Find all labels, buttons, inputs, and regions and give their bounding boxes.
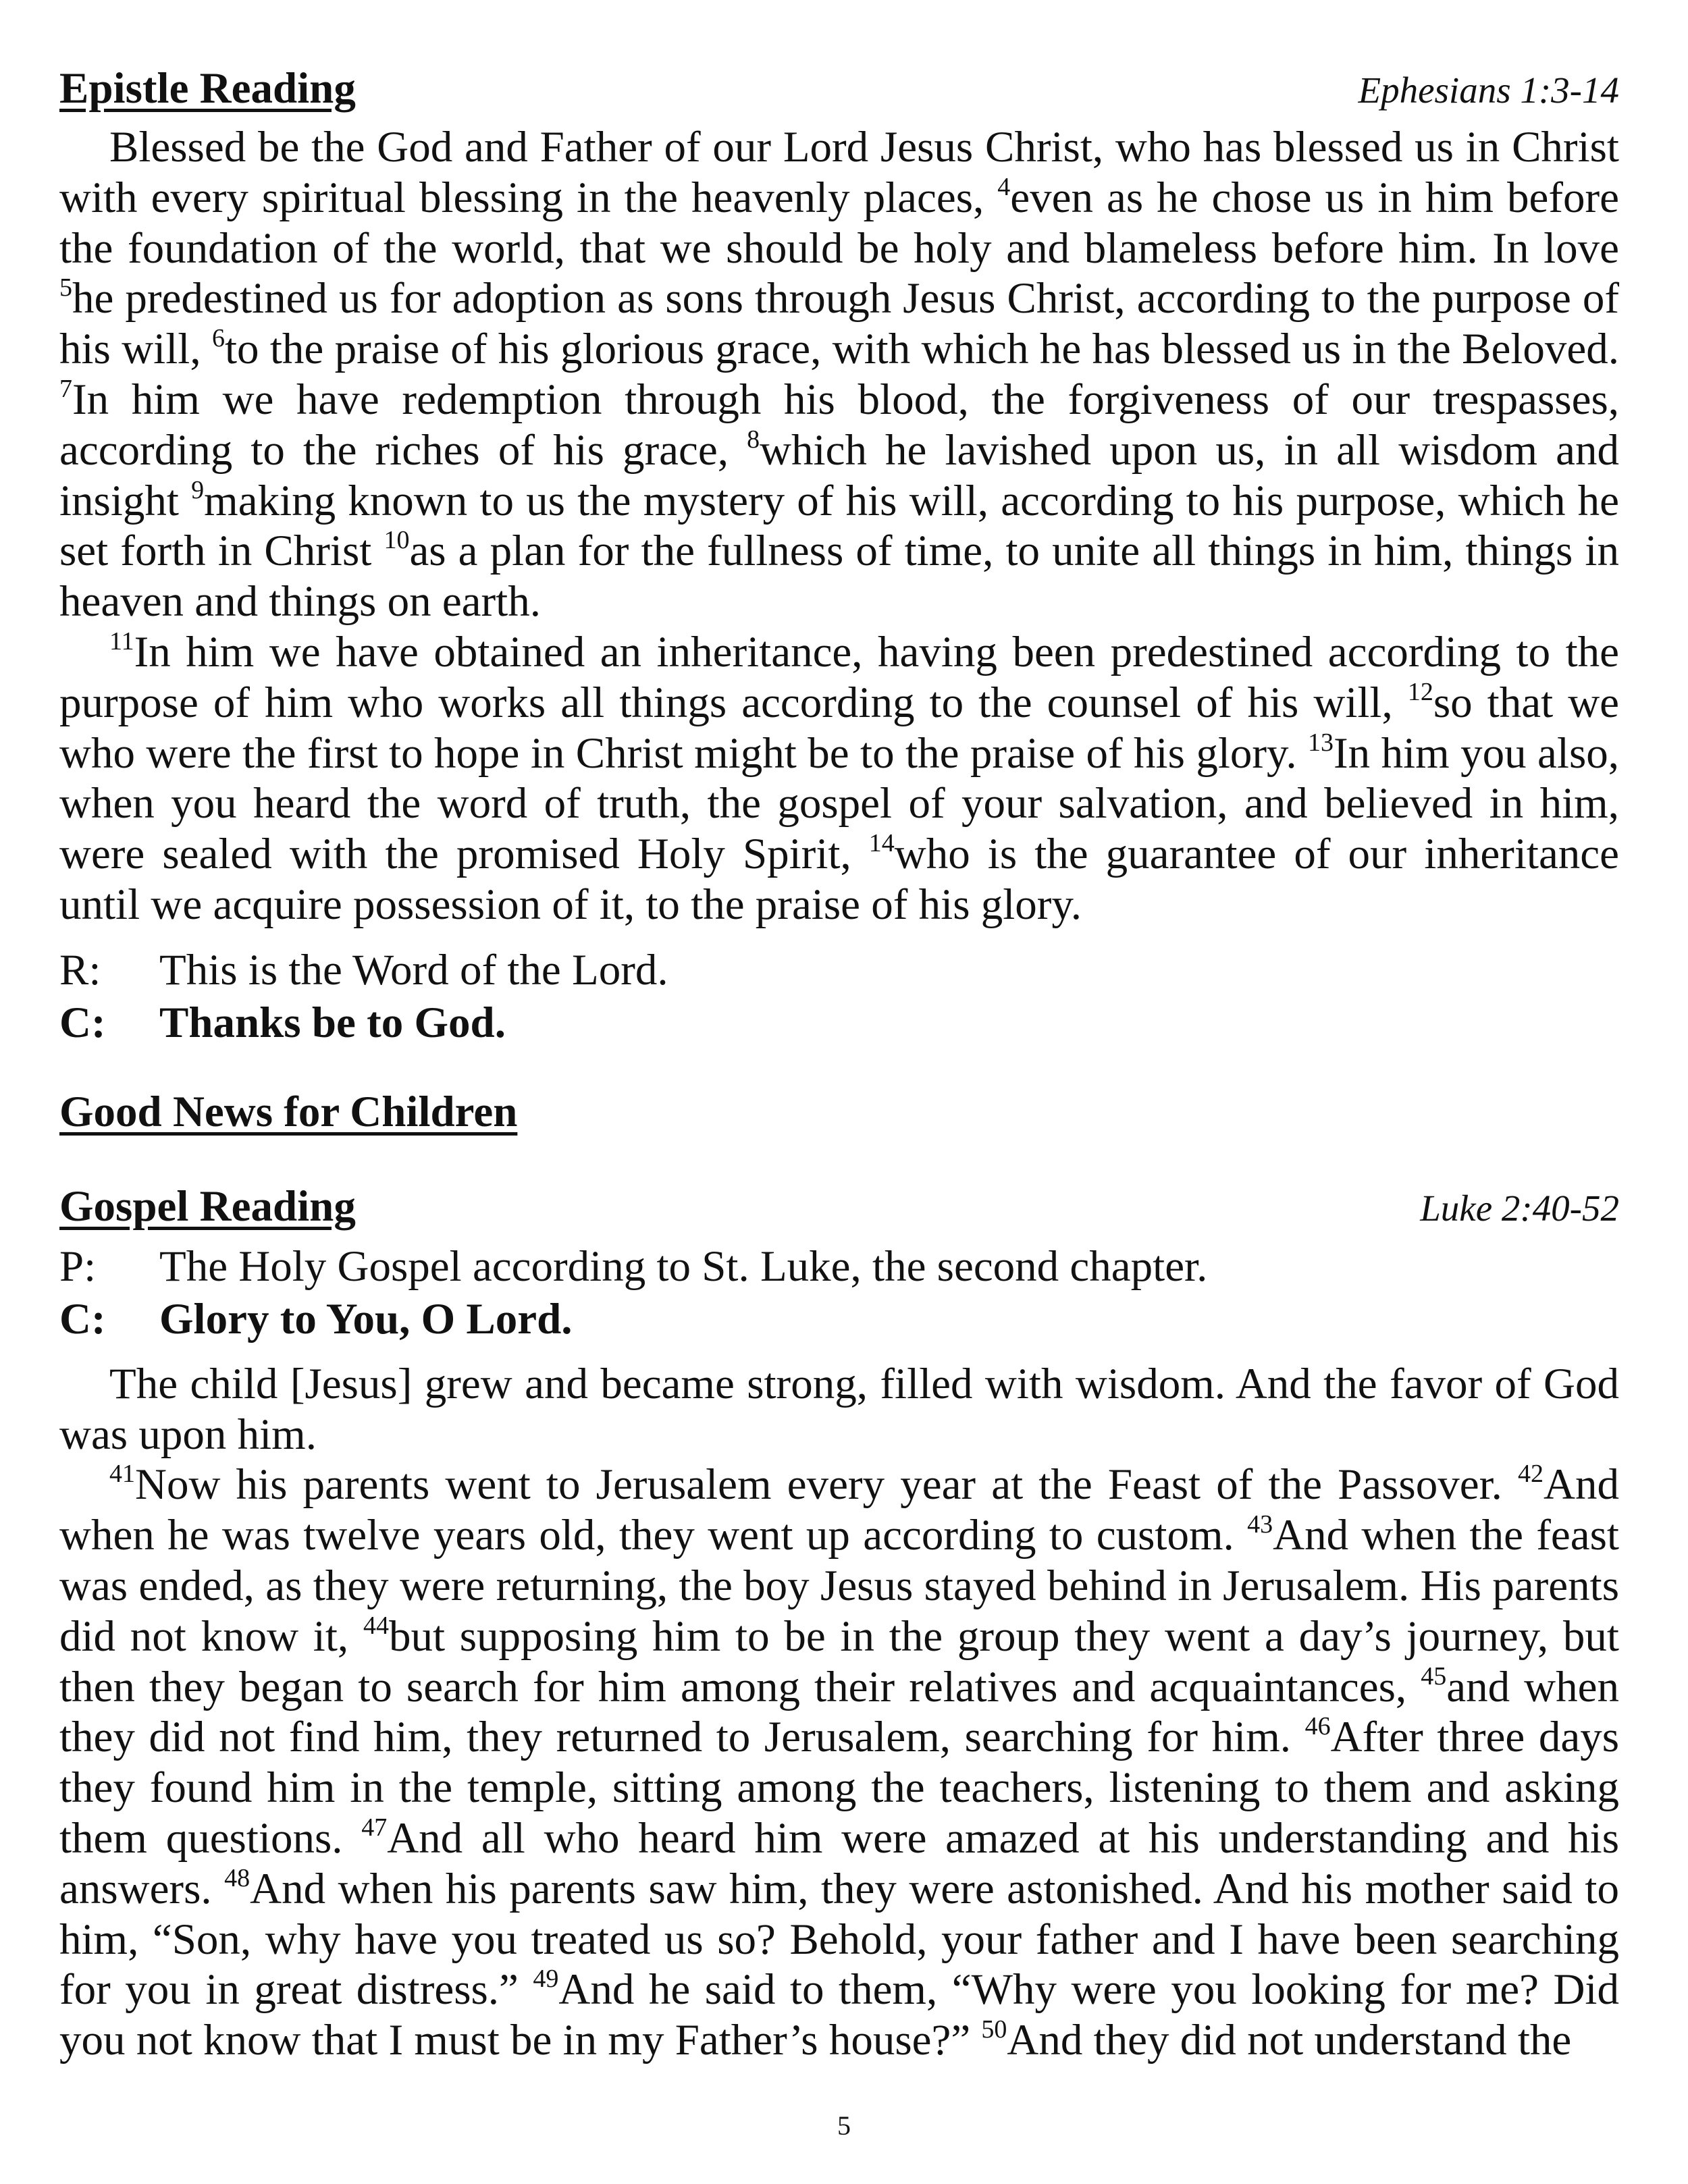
gospel-header	[59, 1177, 1619, 1237]
verse-number: 50	[981, 2015, 1007, 2044]
verse-text: but supposing him to be in the group they went a day’s journey, but then they began to search for him among their relatives and acquaintances,	[59, 1612, 1619, 1711]
verse-text: even as he chose us in him before the foundation of the world, that we should be holy and blameless before him. In love	[59, 173, 1620, 273]
gospel-pastor-line	[59, 1240, 1619, 1293]
verse-number: 9	[191, 475, 205, 504]
verse-number: 41	[109, 1460, 135, 1489]
verse-number: 48	[224, 1863, 250, 1892]
verse-text: And he said to them, “Why were you looking for me? Did you not know that I must be in my Father’s house?”	[59, 1965, 1619, 2065]
verse-text: And all who heard him were amazed at his understanding and his answers.	[59, 1813, 1619, 1913]
verse-number: 49	[533, 1965, 559, 1994]
verse-number: 5	[59, 273, 72, 302]
epistle-paragraph-1	[59, 122, 1619, 627]
verse-text: In him we have obtained an inheritance, having been predestined according to the purpose of him who works all things according to the counsel of his will,	[59, 627, 1619, 727]
bulletin-page	[59, 59, 1619, 2066]
verse-number: 42	[1518, 1460, 1544, 1489]
verse-text: which he lavished upon us, in all wisdom and insight	[59, 425, 1620, 525]
verse-text: as a plan for the fullness of time, to unite all things in him, things in heaven and things on earth.	[59, 527, 1619, 627]
verse-text: Blessed be the God and Father of our Lord Jesus Christ, who has blessed us in Christ with every spiritual blessing in the heavenly places,	[59, 123, 1619, 222]
verse-text: After three days they found him in the temple, sitting among the teachers, listening to them and asking them questions.	[59, 1713, 1619, 1863]
verse-number: 4	[997, 172, 1011, 201]
gospel-paragraph-1	[59, 1359, 1619, 1460]
verse-text: making known to us the mystery of his will, according to his purpose, which he set forth in Christ	[59, 476, 1619, 576]
verse-text: and when they did not find him, they returned to Jerusalem, searching for him.	[59, 1662, 1619, 1762]
pastor-text: The Holy Gospel according to St. Luke, the second chapter.	[159, 1242, 1208, 1291]
gospel-reference: Luke 2:40-52	[1420, 1187, 1619, 1229]
verse-text: In him you also, when you heard the word of truth, the gospel of your salvation, and believed in him, were sealed with the promised Holy Spirit,	[59, 728, 1620, 879]
verse-text: And when his parents saw him, they were astonished. And his mother said to him, “Son, why have you treated us so? Behold, your father and I have been searching for you in great distress.”	[59, 1864, 1619, 2015]
verse-text: And when the feast was ended, as they were returning, the boy Jesus stayed behind in Jerusalem. His parents did not know it,	[59, 1511, 1619, 1661]
verse-number: 13	[1308, 728, 1334, 757]
epistle-title: Epistle Reading	[59, 64, 356, 113]
pastor-label: P:	[59, 1242, 97, 1291]
verse-number: 47	[361, 1813, 388, 1842]
congregation-label: C:	[59, 998, 106, 1047]
congregation-text: Thanks be to God.	[159, 998, 506, 1047]
verse-text: so that we who were the first to hope in Christ might be to the praise of his glory.	[59, 678, 1619, 778]
verse-number: 6	[211, 324, 225, 353]
gospel-congregation-response	[59, 1293, 1619, 1346]
verse-text: who is the guarantee of our inheritance until we acquire possession of it, to the praise of his glory.	[59, 830, 1619, 929]
epistle-congregation-response	[59, 996, 1619, 1049]
response-text: This is the Word of the Lord.	[159, 945, 668, 994]
verse-text: Now his parents went to Jerusalem every year at the Feast of the Passover.	[135, 1460, 1519, 1510]
verse-number: 7	[59, 374, 72, 403]
gospel-title: Gospel Reading	[59, 1181, 356, 1231]
page-number: 5	[837, 2110, 851, 2141]
verse-text: And they did not understand the	[1007, 2016, 1572, 2065]
verse-number: 8	[747, 425, 760, 454]
verse-number: 14	[868, 829, 895, 858]
verse-number: 10	[384, 526, 410, 555]
congregation-label: C:	[59, 1294, 106, 1343]
children-header	[59, 1083, 1619, 1141]
response-label: R:	[59, 945, 101, 994]
gospel-paragraph-2	[59, 1460, 1619, 2066]
epistle-response	[59, 944, 1619, 996]
verse-number: 43	[1247, 1510, 1273, 1539]
verse-number: 11	[109, 627, 134, 656]
verse-number: 44	[363, 1611, 389, 1640]
verse-number: 45	[1421, 1661, 1447, 1690]
verse-text: And when he was twelve years old, they went up according to custom.	[59, 1460, 1619, 1560]
children-title: Good News for Children	[59, 1087, 518, 1136]
verse-number: 46	[1304, 1712, 1331, 1741]
verse-text: he predestined us for adoption as sons through Jesus Christ, according to the purpose of his will,	[59, 274, 1619, 374]
epistle-paragraph-2	[59, 627, 1619, 930]
verse-text: The child [Jesus] grew and became strong, filled with wisdom. And the favor of God was upon him.	[59, 1359, 1619, 1459]
verse-text: to the praise of his glorious grace, with which he has blessed us in the Beloved.	[224, 325, 1619, 374]
verse-number: 12	[1407, 677, 1433, 706]
epistle-reference: Ephesians 1:3-14	[1358, 70, 1619, 111]
congregation-text: Glory to You, O Lord.	[159, 1294, 573, 1343]
verse-text: In him we have redemption through his blood, the forgiveness of our trespasses, according to the riches of his grace,	[59, 375, 1619, 475]
epistle-header	[59, 59, 1619, 119]
